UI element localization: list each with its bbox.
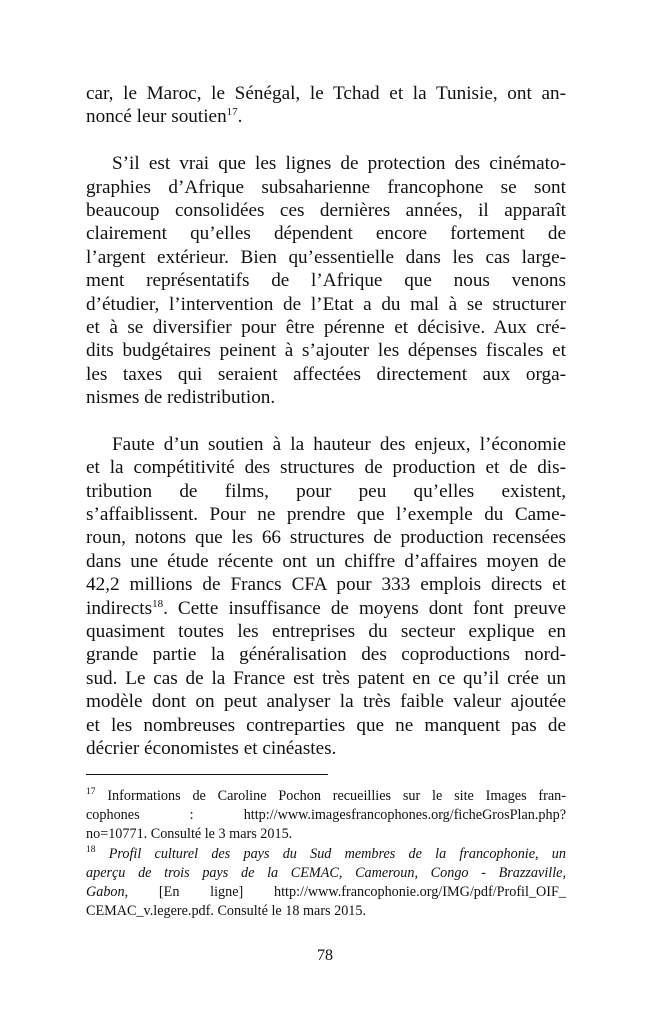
paragraph2-line: l’argent extérieur. Bien qu’essentielle dans les cas large- — [86, 246, 566, 268]
footnote-18-line1 — [86, 845, 566, 864]
footnote-18-line4[interactable]: CEMAC_v.legere.pdf. Consulté le 18 mars 2015. — [86, 903, 367, 920]
footnote-18-url[interactable]: , [En ligne] http://www.francophonie.org/IMG/pdf/Profil_OIF_ — [124, 883, 566, 900]
paragraph1-line2-end: . — [237, 106, 243, 128]
paragraph3-line: tribution de films, pour peu qu’elles existent, — [86, 480, 566, 502]
paragraph1-line2-text: noncé leur soutien — [86, 106, 227, 128]
footnote-17-line1 — [86, 787, 566, 806]
paragraph2-line: ment représentatifs de l’Afrique que nous venons — [86, 270, 566, 292]
paragraph3-line8-start: indirects — [86, 597, 153, 619]
paragraph2-line: beaucoup consolidées ces dernières années, il apparaît — [86, 199, 566, 221]
paragraph3-line: grande partie la généralisation des coproductions nord- — [86, 644, 566, 666]
footnote-ref-18[interactable]: 18 — [152, 597, 164, 610]
footnote-17-line2[interactable]: cophones : http://www.imagesfrancophones.org/ficheGrosPlan.php? — [86, 807, 566, 824]
footnote-18-number: 18 — [86, 844, 96, 855]
footnote-18-line3 — [86, 883, 566, 902]
paragraph3-line: dans une étude récente ont un chiffre d’affaires moyen de — [86, 550, 566, 572]
footnotes — [86, 787, 566, 921]
paragraph2-line: clairement qu’elles dépendent encore fortement de — [86, 223, 566, 245]
footnote-separator — [86, 774, 328, 775]
paragraph3-line: 42,2 millions de Francs CFA pour 333 emplois directs et — [86, 574, 566, 596]
paragraph3-line: roun, notons que les 66 structures de production recensées — [86, 527, 566, 549]
paragraph3-line: Faute d’un soutien à la hauteur des enjeux, l’économie — [112, 433, 566, 455]
paragraph3-line: s’affaiblissent. Pour ne prendre que l’exemple du Came- — [86, 504, 566, 526]
footnote-18-line2 — [86, 864, 566, 883]
paragraph1-line1: car, le Maroc, le Sénégal, le Tchad et la Tunisie, ont an- — [86, 83, 566, 104]
paragraph2-line: et à se diversifier pour être pérenne et décisive. Aux cré- — [86, 316, 566, 338]
footnote-17-number: 17 — [86, 787, 96, 797]
footnote-17-line3[interactable]: no=10771. Consulté le 3 mars 2015. — [86, 826, 293, 843]
footnote-18-title-end: Gabon — [86, 883, 125, 900]
paragraph3-line: et les nombreuses contreparties que ne manquent pas de — [86, 714, 566, 736]
footnote-17-text: Informations de Caroline Pochon recueillies sur le site Images fran- — [95, 788, 566, 804]
paragraph2-line: graphies d’Afrique subsaharienne francophone se sont — [86, 176, 566, 198]
paragraph-gap — [86, 409, 566, 432]
paragraph2-line: les taxes qui seraient affectées directement aux orga- — [86, 363, 566, 385]
paragraph2-line: d’étudier, l’intervention de l’Etat a du mal à se structurer — [86, 293, 566, 315]
paragraph1-line2 — [86, 105, 566, 128]
paragraph3-line: et la compétitivité des structures de production et de dis- — [86, 457, 566, 479]
paragraph3-line: sud. Le cas de la France est très patent en ce qu’il crée un — [86, 667, 566, 689]
paragraph3-line: modèle dont on peut analyser la très faible valeur ajoutée — [86, 691, 566, 713]
paragraph3-line-with-note — [86, 597, 566, 620]
paragraph3-line: décrier économistes et cinéastes. — [86, 737, 337, 759]
footnote-ref-17[interactable]: 17 — [226, 106, 238, 119]
paragraph2-line: S’il est vrai que les lignes de protection des cinémato- — [112, 153, 566, 175]
footnote-18-title-cont: aperçu de trois pays de la CEMAC, Cameroun, Congo - Brazzaville, — [86, 864, 566, 881]
main-text — [86, 82, 566, 760]
footnote-18-title: Profil culturel des pays du Sud membres de la francophonie, un — [95, 845, 566, 862]
paragraph3-line8-end: . Cette insuffisance de moyens dont font preuve — [163, 597, 566, 619]
paragraph2-line: dits budgétaires peinent à s’ajouter les dépenses fiscales et — [86, 340, 566, 362]
page-number: 78 — [317, 947, 333, 964]
paragraph-gap — [86, 129, 566, 152]
paragraph3-line: quasiment toutes les entreprises du secteur explique en — [86, 620, 566, 642]
paragraph2-line: nismes de redistribution. — [86, 387, 276, 409]
